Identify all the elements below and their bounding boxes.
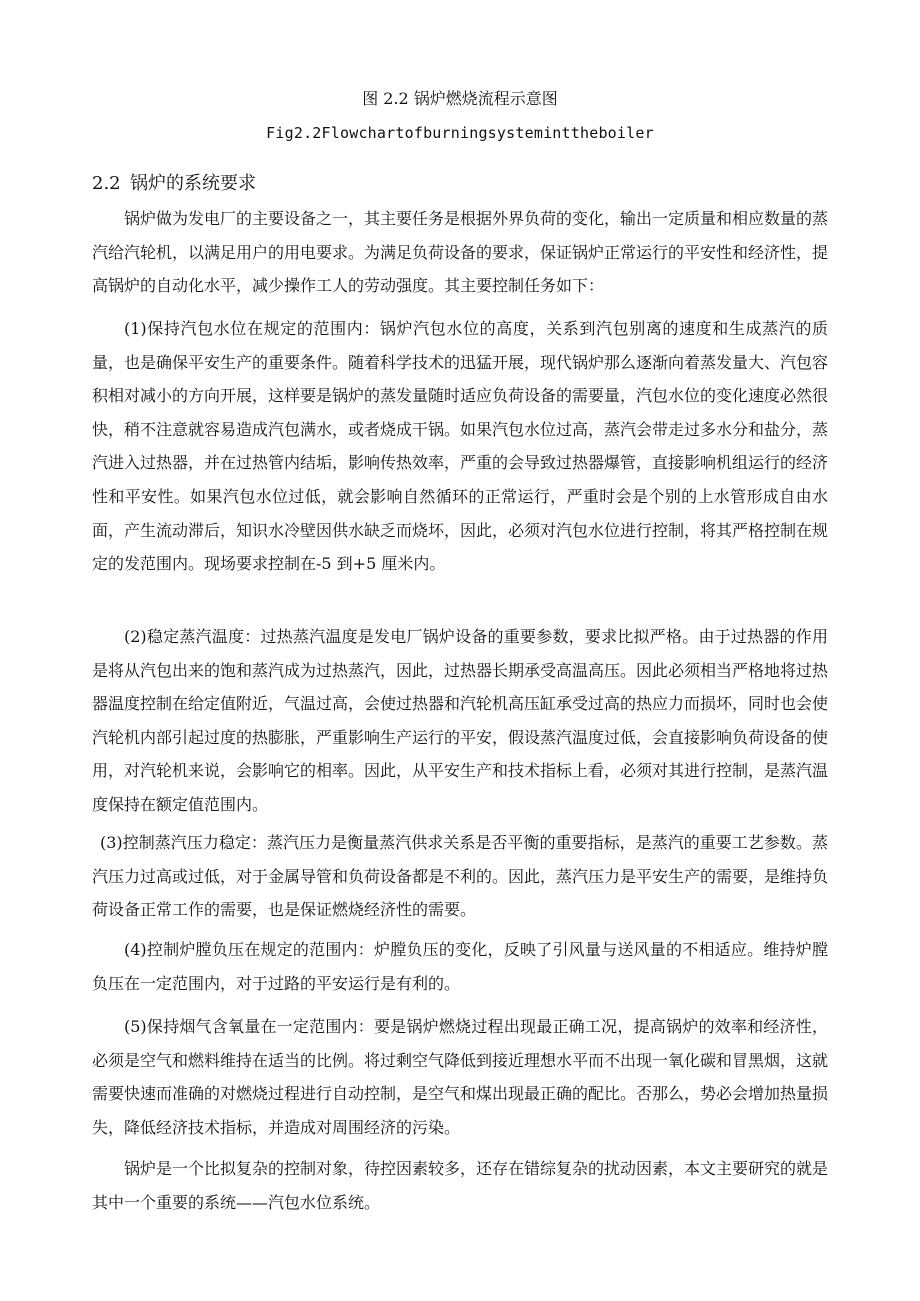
- paragraph-conclusion: 锅炉是一个比拟复杂的控制对象，待控因素较多，还存在错综复杂的扰动因素，本文主要研究的就是其中一个重要的系统——汽包水位系统。: [92, 1159, 829, 1212]
- paragraph-flue-gas-oxygen: (5)保持烟气含氧量在一定范围内：要是锅炉燃烧过程出现最正确工况，提高锅炉的效率和经济性，必须是空气和燃料维持在适当的比例。将过剩空气降低到接近理想水平而不出现一氧化碳和冒黑烟，这就需要快速而准确的对燃烧过程进行自动控制，是空气和煤出现最正确的配比。否那么，势必会增加热量损失，降低经济技术指标，并造成对周围经济的污染。: [92, 1017, 829, 1137]
- paragraph-steam-pressure: (3)控制蒸汽压力稳定：蒸汽压力是衡量蒸汽供求关系是否平衡的重要指标，是蒸汽的重要工艺参数。蒸汽压力过高或过低，对于金属导管和负荷设备都是不利的。因此，蒸汽压力是平安生产的需要，是维持负荷设备正常工作的需要，也是保证燃烧经济性的需要。: [92, 833, 829, 920]
- section-number: 2.2: [92, 173, 121, 194]
- section-title: 锅炉的系统要求: [130, 173, 256, 194]
- paragraph-furnace-pressure: (4)控制炉膛负压在规定的范围内：炉膛负压的变化，反映了引风量与送风量的不相适应。维持炉膛负压在一定范围内，对于过路的平安运行是有利的。: [92, 940, 828, 993]
- intro-paragraph: 锅炉做为发电厂的主要设备之一，其主要任务是根据外界负荷的变化，输出一定质量和相应数量的蒸汽给汽轮机，以满足用户的用电要求。为满足负荷设备的要求，保证锅炉正常运行的平安性和经济性，提高锅炉的自动化水平，减少操作工人的劳动强度。其主要控制任务如下：: [92, 209, 829, 296]
- figure-caption-english: Fig2.2Flowchartofburningsysteminttheboiler: [266, 124, 654, 142]
- figure-caption-chinese: 图 2.2 锅炉燃烧流程示意图: [362, 89, 558, 108]
- section-heading: [92, 172, 256, 196]
- paragraph-steam-temperature: (2)稳定蒸汽温度：过热蒸汽温度是发电厂锅炉设备的重要参数，要求比拟严格。由于过热器的作用是将从汽包出来的饱和蒸汽成为过热蒸汽，因此，过热器长期承受高温高压。因此必须相当严格地将过热器温度控制在给定值附近，气温过高，会使过热器和汽轮机高压缸承受过高的热应力而损坏，同时也会使汽轮机内部引起过度的热膨胀，严重影响生产运行的平安，假设蒸汽温度过低，会直接影响负荷设备的使用，对汽轮机来说，会影响它的相率。因此，从平安生产和技术指标上看，必须对其进行控制，是蒸汽温度保持在额定值范围内。: [92, 627, 829, 814]
- paragraph-drum-water-level: (1)保持汽包水位在规定的范围内：锅炉汽包水位的高度，关系到汽包别离的速度和生成蒸汽的质量，也是确保平安生产的重要条件。随着科学技术的迅猛开展，现代锅炉那么逐渐向着蒸发量大、汽包容积相对减小的方向开展，这样要是锅炉的蒸发量随时适应负荷设备的需要量，汽包水位的变化速度必然很快，稍不注意就容易造成汽包满水，或者烧成干锅。如果汽包水位过高，蒸汽会带走过多水分和盐分，蒸汽进入过热器，并在过热管内结垢，影响传热效率，严重的会导致过热器爆管，直接影响机组运行的经济性和平安性。如果汽包水位过低，就会影响自然循环的正常运行，严重时会是个别的上水管形成自由水面，产生流动滞后，知识水冷壁因供水缺乏而烧坏，因此，必须对汽包水位进行控制，将其严格控制在规定的发范围内。现场要求控制在-5 到+5 厘米内。: [92, 319, 829, 574]
